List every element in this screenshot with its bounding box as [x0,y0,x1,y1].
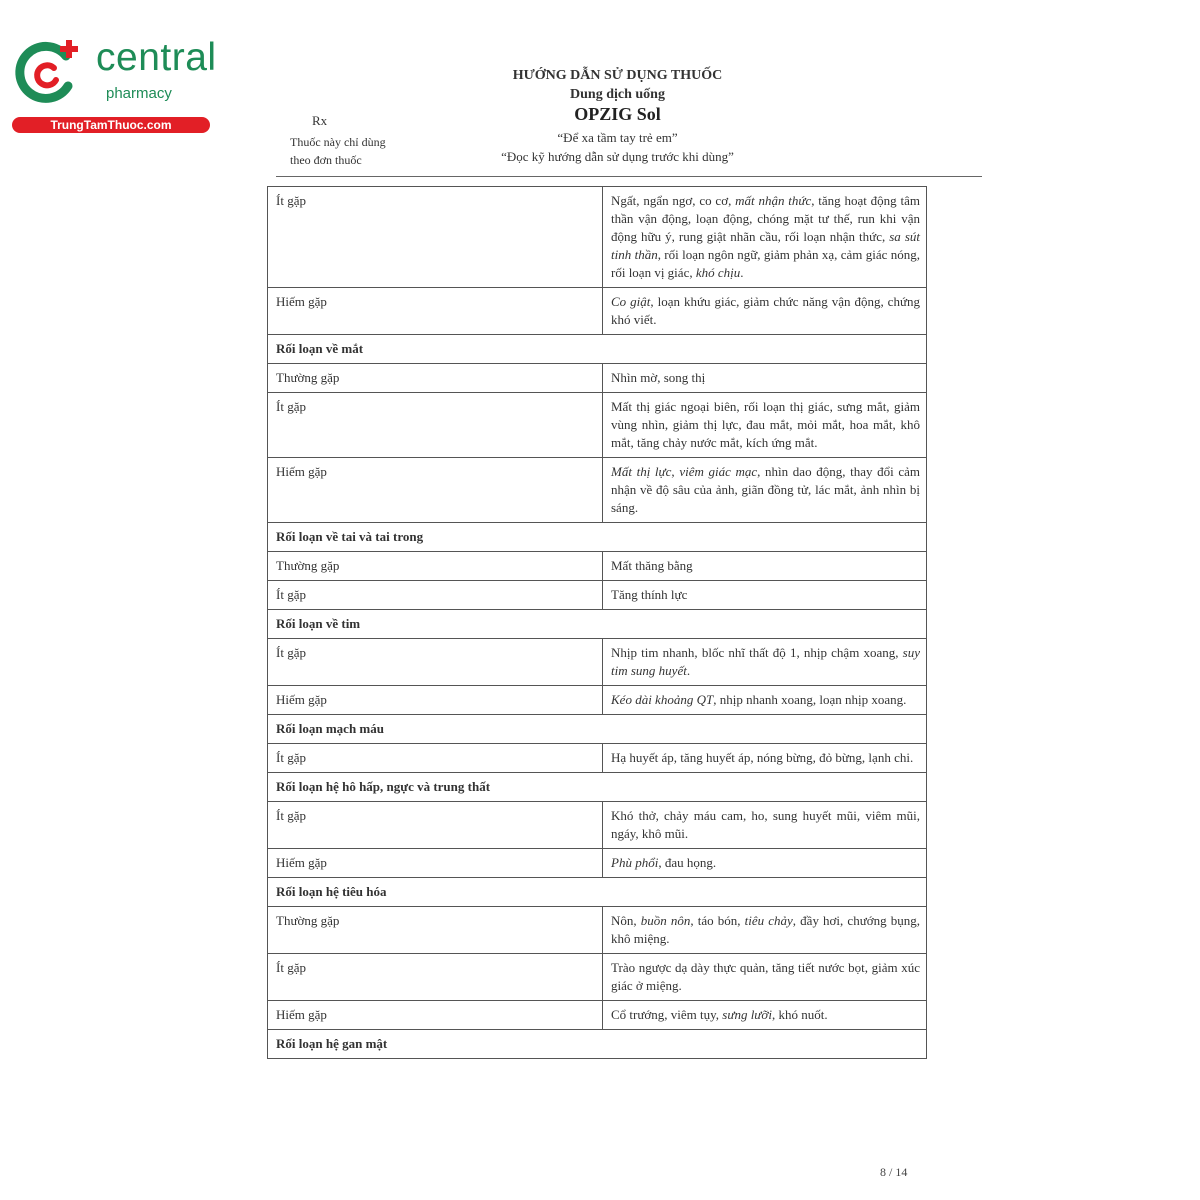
table-row [268,686,927,715]
rx-note [290,133,430,169]
effects-cell: Mất thị lực, viêm giác mạc, nhìn dao động, thay đổi cảm nhận về độ sâu của ảnh, giãn đồng tử, lác mắt, ảnh nhìn bị sáng. [603,458,927,523]
frequency-cell: Hiếm gặp [268,458,603,523]
section-row [268,878,927,907]
section-heading: Rối loạn về mắt [268,335,927,364]
effects-cell: Nhìn mờ, song thị [603,364,927,393]
effects-cell: Nôn, buồn nôn, táo bón, tiêu chảy, đầy hơi, chướng bụng, khô miệng. [603,907,927,954]
rx-symbol: Rx [312,113,328,128]
table-row [268,1001,927,1030]
table-row [268,458,927,523]
effects-cell: Phù phổi, đau họng. [603,849,927,878]
logo-brand: central [96,36,217,79]
section-row [268,773,927,802]
effects-cell: Co giật, loạn khứu giác, giảm chức năng vận động, chứng khó viết. [603,288,927,335]
logo-subbrand: pharmacy [106,85,172,102]
table-row [268,581,927,610]
section-heading: Rối loạn mạch máu [268,715,927,744]
side-effects-table [267,186,927,1059]
table-row [268,954,927,1001]
table-row [268,288,927,335]
table-row [268,849,927,878]
frequency-cell: Ít gặp [268,393,603,458]
table-row [268,187,927,288]
frequency-cell: Ít gặp [268,639,603,686]
effects-cell: Nhịp tim nhanh, blốc nhĩ thất độ 1, nhịp chậm xoang, suy tim sung huyết. [603,639,927,686]
effects-cell: Trào ngược dạ dày thực quản, tăng tiết nước bọt, giảm xúc giác ở miệng. [603,954,927,1001]
table-row [268,639,927,686]
document-subtitle: Dung dịch uống [570,87,665,102]
rx-note-line-1: Thuốc này chỉ dùng [290,135,386,149]
frequency-cell: Thường gặp [268,364,603,393]
section-row [268,715,927,744]
section-heading: Rối loạn về tai và tai trong [268,523,927,552]
frequency-cell: Hiếm gặp [268,849,603,878]
section-row [268,335,927,364]
frequency-cell: Hiếm gặp [268,288,603,335]
section-heading: Rối loạn hệ hô hấp, ngực và trung thất [268,773,927,802]
section-heading: Rối loạn hệ gan mật [268,1030,927,1059]
frequency-cell: Ít gặp [268,744,603,773]
section-row [268,1030,927,1059]
frequency-cell: Ít gặp [268,187,603,288]
effects-cell: Mất thị giác ngoại biên, rối loạn thị giác, sưng mắt, giảm vùng nhìn, giảm thị lực, đau mắt, mỏi mắt, hoa mắt, khô mắt, tăng chảy nước mắt, kích ứng mắt. [603,393,927,458]
section-heading: Rối loạn về tim [268,610,927,639]
section-row [268,523,927,552]
logo-site[interactable]: TrungTamThuoc.com [12,117,210,133]
section-heading: Rối loạn hệ tiêu hóa [268,878,927,907]
product-name: OPZIG Sol [574,104,661,124]
frequency-cell: Thường gặp [268,907,603,954]
effects-cell: Mất thăng bằng [603,552,927,581]
table-row [268,802,927,849]
section-row [268,610,927,639]
effects-cell: Ngất, ngẩn ngơ, co cơ, mất nhận thức, tăng hoạt động tâm thần vận động, loạn động, chóng mặt tư thế, run khi vận động hữu ý, rung giật nhãn cầu, rối loạn nhận thức, sa sút tinh thần, rối loạn ngôn ngữ, giảm phản xạ, cảm giác nóng, rối loạn vị giác, khó chịu. [603,187,927,288]
effects-cell: Cổ trướng, viêm tụy, sưng lưỡi, khó nuốt. [603,1001,927,1030]
table-row [268,744,927,773]
frequency-cell: Ít gặp [268,581,603,610]
table-row [268,907,927,954]
header-divider [276,176,982,177]
effects-cell: Khó thở, chảy máu cam, ho, sung huyết mũi, viêm mũi, ngáy, khô mũi. [603,802,927,849]
effects-cell: Hạ huyết áp, tăng huyết áp, nóng bừng, đỏ bừng, lạnh chi. [603,744,927,773]
table-row [268,552,927,581]
effects-cell: Tăng thính lực [603,581,927,610]
frequency-cell: Ít gặp [268,954,603,1001]
effects-cell: Kéo dài khoảng QT, nhịp nhanh xoang, loạn nhịp xoang. [603,686,927,715]
table-row [268,364,927,393]
frequency-cell: Ít gặp [268,802,603,849]
document-title: HƯỚNG DẪN SỬ DỤNG THUỐC [512,68,723,83]
warning-quote-read: “Đọc kỹ hướng dẫn sử dụng trước khi dùng” [501,149,734,164]
table-row [268,393,927,458]
rx-note-line-2: theo đơn thuốc [290,153,362,167]
warning-quote-children: “Để xa tầm tay trẻ em” [557,130,678,145]
frequency-cell: Hiếm gặp [268,686,603,715]
page-number: 8 / 14 [880,1165,908,1179]
frequency-cell: Hiếm gặp [268,1001,603,1030]
frequency-cell: Thường gặp [268,552,603,581]
